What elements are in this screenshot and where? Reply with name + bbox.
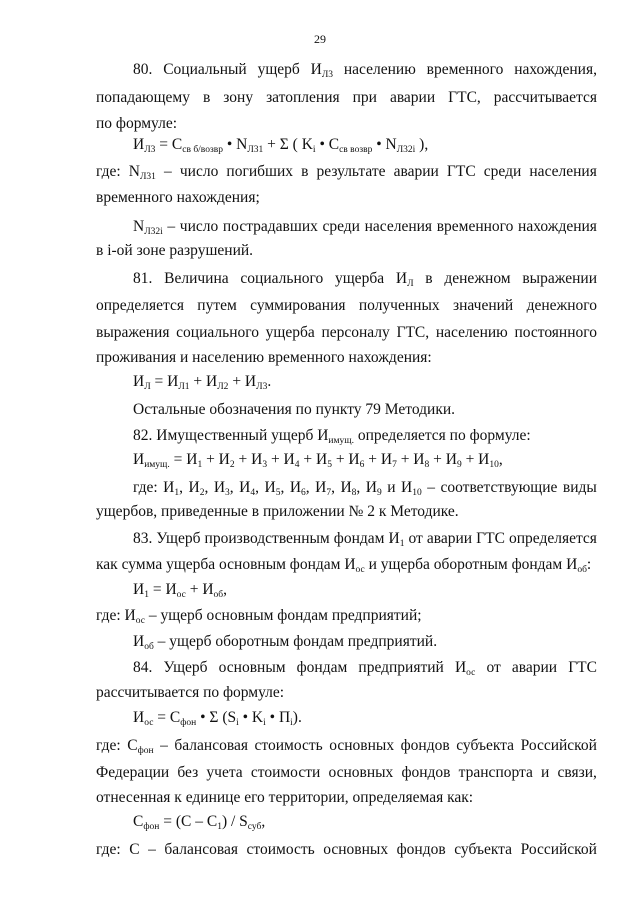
page-number: 29 bbox=[314, 32, 326, 46]
text-line: $И_{имущ.} = И_1 + И_2 + И_3 + И_4 + И_5 + И_6 + И_7 + И_8 + И_9 + И_{10}$, bbox=[133, 451, 503, 470]
text-line: в i-ой зоне разрушений. bbox=[96, 242, 254, 259]
text-line: попадающему в зону затопления при аварии ГТС, рассчитывается bbox=[96, 89, 597, 106]
text-line: $N_{Л32i}$ – число пострадавших среди населения временного нахождения bbox=[133, 218, 597, 237]
text-line: 83. Ущерб производственным фондам $И_1$ от аварии ГТС определяется bbox=[133, 530, 597, 549]
text-line: определяется путем суммирования полученных значений денежного bbox=[96, 297, 597, 314]
text-line: 80. Социальный ущерб $И_{Л3}$ населению временного нахождения, bbox=[133, 61, 597, 80]
text-line: Федерации без учета стоимости основных фондов транспорта и связи, bbox=[96, 764, 597, 781]
text-line: отнесенная к единице его территории, определяемая как: bbox=[96, 789, 474, 806]
text-line: $И_{ос} = С_{фон}$ • Σ ($S_i$ • $K_i$ • $П_i$). bbox=[133, 709, 302, 728]
text-line: $И_1 = И_{ос} + И_{об}$, bbox=[133, 581, 227, 600]
text-line: временного нахождения; bbox=[96, 189, 260, 206]
text-line: $И_{об}$ – ущерб оборотным фондам предприятий. bbox=[133, 633, 438, 652]
text-line: 81. Величина социального ущерба $И_Л$ в денежном выражении bbox=[133, 270, 597, 289]
text-line: $И_Л = И_{Л1} + И_{Л2} + И_{Л3}$. bbox=[133, 373, 272, 392]
text-line: по формуле: bbox=[96, 115, 178, 132]
text-line: $И_{Л3} = С_{св б/возвр}$ • $N_{Л31} + \Sigma$ ( $K_i$ • $С_{св возвр}$ • $N_{Л32i}$ ), bbox=[133, 136, 429, 155]
text-line: где: С – балансовая стоимость основных фондов субъекта Российской bbox=[96, 841, 597, 858]
text-line: 84. Ущерб основным фондам предприятий $И_{ос}$ от аварии ГТС bbox=[133, 659, 597, 678]
text-line: где: $И_1$, $И_2$, $И_3$, $И_4$, $И_5$, $И_6$, $И_7$, $И_8$, $И_9$ и $И_{10}$ – соответствующие виды bbox=[133, 479, 597, 498]
text-line: как сумма ущерба основным фондам $И_{ос}$ и ущерба оборотным фондам $И_{об}$: bbox=[96, 556, 592, 575]
text-line: ущербов, приведенные в приложении № 2 к Методике. bbox=[96, 503, 459, 520]
text-line: где: $И_{ос}$ – ущерб основным фондам предприятий; bbox=[96, 607, 422, 626]
text-line: проживания и населению временного нахождения: bbox=[96, 349, 432, 366]
text-line: 82. Имущественный ущерб $И_{имущ.}$ определяется по формуле: bbox=[133, 427, 531, 446]
text-line: $С_{фон} = (С - С_1) / S_{суб}$, bbox=[133, 813, 266, 832]
text-line: выражения социального ущерба персоналу ГТС, населению постоянного bbox=[96, 324, 597, 341]
text-line: где: $N_{Л31}$ – число погибших в результате аварии ГТС среди населения bbox=[96, 163, 597, 182]
text-line: где: $С_{фон}$ – балансовая стоимость основных фондов субъекта Российской bbox=[96, 737, 597, 756]
text-line: Остальные обозначения по пункту 79 Методики. bbox=[133, 401, 456, 418]
text-line: рассчитывается по формуле: bbox=[96, 684, 285, 701]
